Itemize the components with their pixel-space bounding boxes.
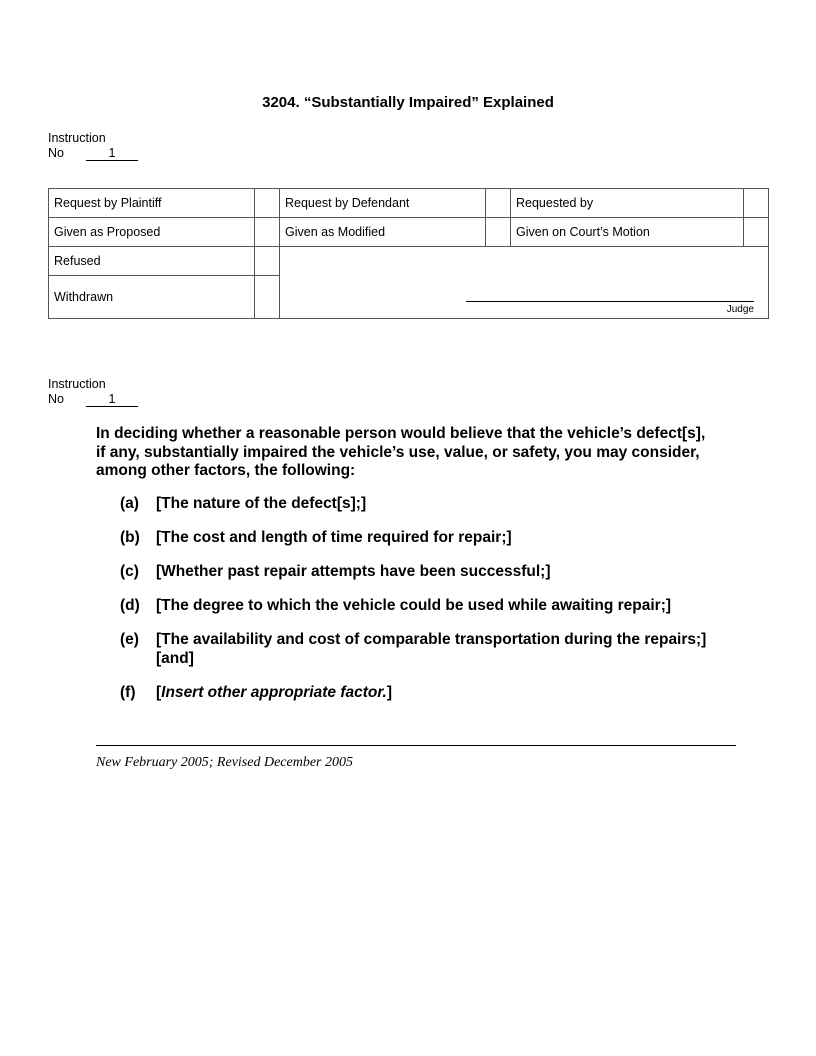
request-defendant-label: Request by Defendant (280, 189, 486, 218)
request-form-table (48, 188, 769, 319)
list-item (120, 597, 720, 616)
list-item-label: (c) (120, 563, 139, 580)
list-item (120, 684, 720, 703)
judge-signature-area (280, 247, 769, 319)
list-item-text: [Whether past repair attempts have been successful;] (156, 563, 551, 580)
footer-divider (96, 745, 736, 746)
instruction-label: Instruction (48, 131, 106, 145)
list-item-label: (e) (120, 631, 139, 648)
instruction-no-value: 1 (86, 392, 138, 407)
list-item-text (156, 684, 720, 703)
instruction-number-top (48, 131, 116, 160)
instruction-number-body (48, 377, 116, 406)
page-title: 3204. “Substantially Impaired” Explained (262, 94, 554, 111)
list-item (120, 563, 720, 582)
list-item-label: (d) (120, 597, 140, 614)
bracket-close: ] (386, 683, 393, 701)
list-item-italic-text: Insert other appropriate factor. (161, 683, 387, 701)
request-plaintiff-label: Request by Plaintiff (49, 189, 255, 218)
withdrawn-checkbox[interactable] (255, 276, 280, 319)
given-court-label: Given on Court’s Motion (511, 218, 744, 247)
list-item-text: [The cost and length of time required for repair;] (156, 529, 512, 546)
list-item-text: [The degree to which the vehicle could be used while awaiting repair;] (156, 597, 672, 614)
given-court-checkbox[interactable] (744, 218, 769, 247)
given-proposed-checkbox[interactable] (255, 218, 280, 247)
withdrawn-label: Withdrawn (49, 276, 255, 319)
judge-signature-line[interactable] (466, 301, 754, 302)
refused-checkbox[interactable] (255, 247, 280, 276)
requested-by-label: Requested by (511, 189, 744, 218)
list-item-text: [The nature of the defect[s];] (156, 495, 367, 512)
given-modified-checkbox[interactable] (486, 218, 511, 247)
instruction-no-label: No (48, 391, 64, 406)
request-plaintiff-checkbox[interactable] (255, 189, 280, 218)
instruction-label: Instruction (48, 377, 106, 391)
revision-note: New February 2005; Revised December 2005 (96, 755, 353, 770)
instruction-no-value: 1 (86, 146, 138, 161)
list-item-text: [The availability and cost of comparable transportation during the repairs;] [and] (156, 631, 707, 667)
requested-by-checkbox[interactable] (744, 189, 769, 218)
list-item-label: (b) (120, 529, 140, 546)
list-item-label: (a) (120, 495, 139, 512)
instruction-no-label: No (48, 145, 64, 160)
list-item (120, 631, 720, 668)
list-item (120, 529, 720, 548)
list-item-label: (f) (120, 683, 136, 701)
refused-label: Refused (49, 247, 255, 276)
given-modified-label: Given as Modified (280, 218, 486, 247)
instruction-intro: In deciding whether a reasonable person would believe that the vehicle’s defect[s], if any, substantially impaired the vehicle’s use, value, or safety, you may consider, among other factors, the following: (96, 425, 706, 479)
given-proposed-label: Given as Proposed (49, 218, 255, 247)
judge-label: Judge (726, 304, 754, 315)
list-item (120, 495, 720, 514)
factor-list (120, 495, 720, 718)
request-defendant-checkbox[interactable] (486, 189, 511, 218)
bracket-open: [ (156, 683, 162, 701)
